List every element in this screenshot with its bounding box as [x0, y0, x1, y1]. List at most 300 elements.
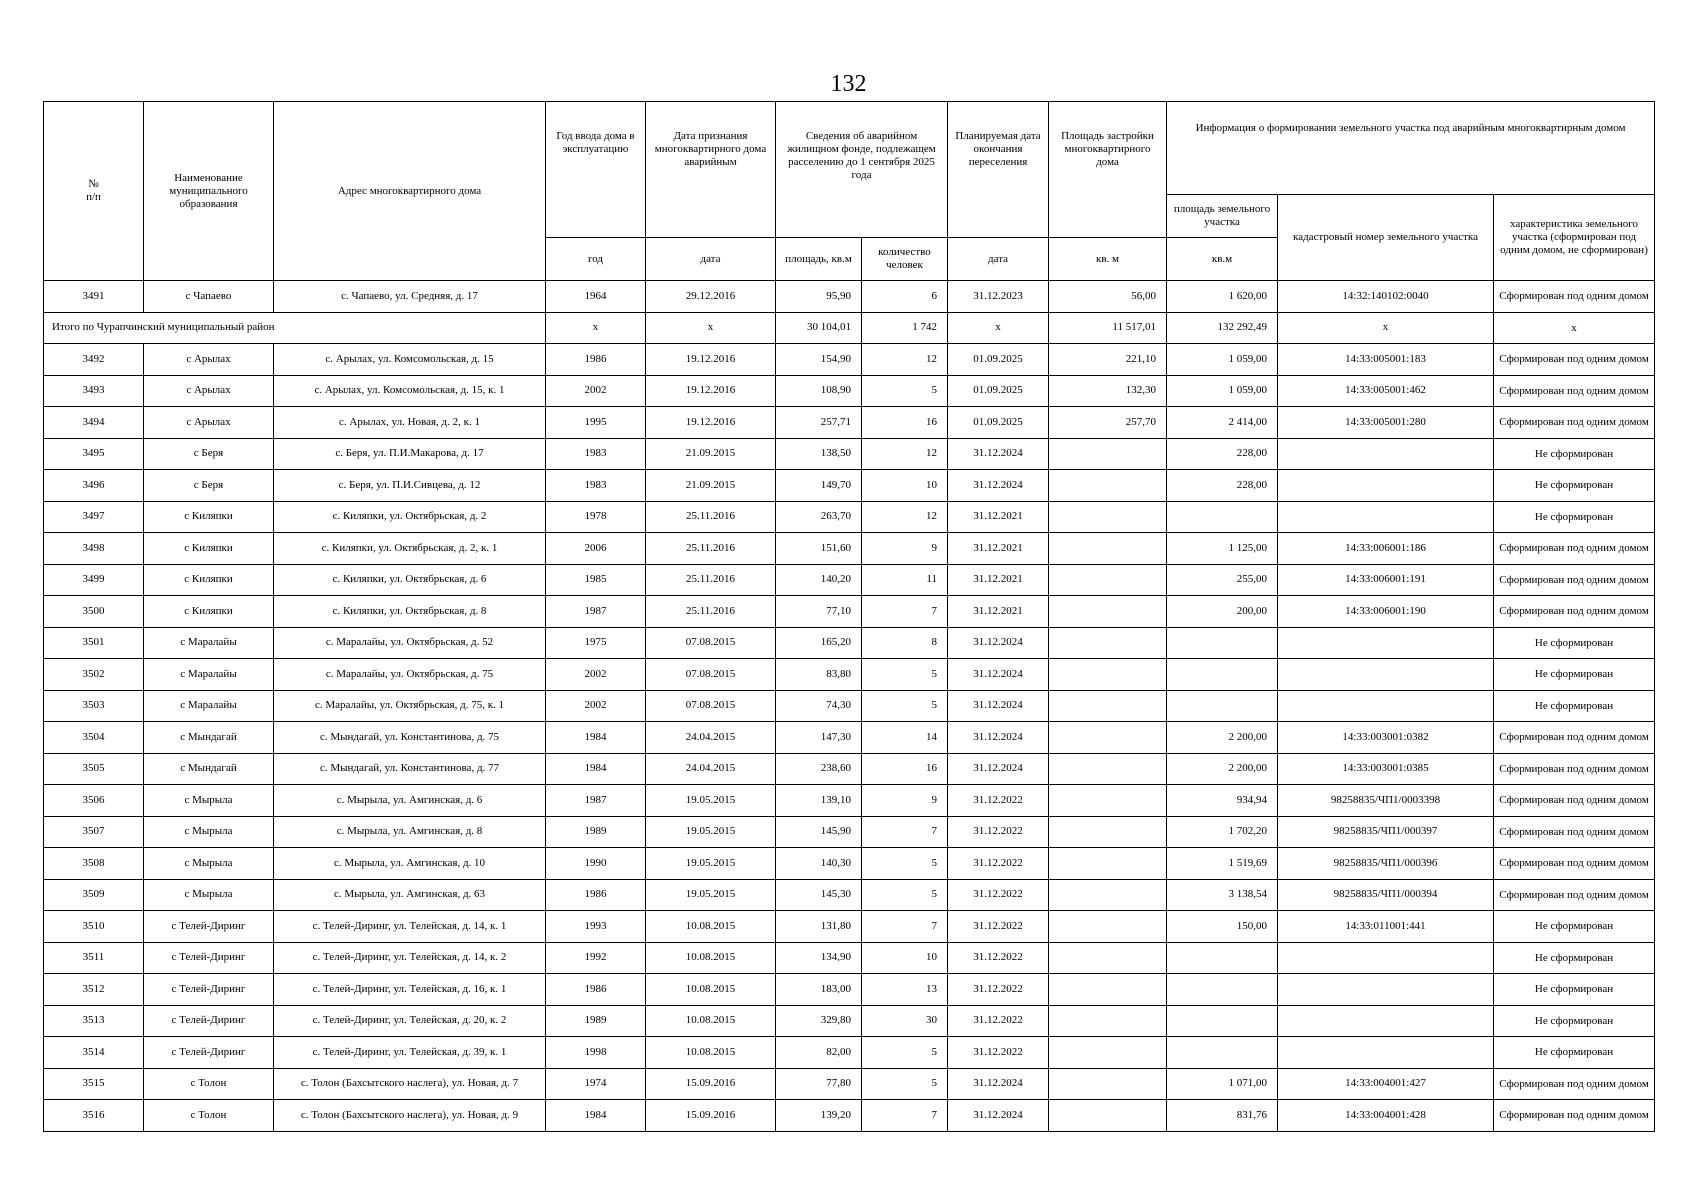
cell-area: 151,60 [776, 533, 862, 565]
cell-address: с. Маралайы, ул. Октябрьская, д. 52 [274, 627, 546, 659]
cell-year: 1989 [546, 816, 646, 848]
cell-cadastral: 14:33:005001:280 [1278, 407, 1494, 439]
cell-people: 7 [862, 911, 948, 943]
cell-cadastral: 14:33:005001:462 [1278, 375, 1494, 407]
cell-people: 5 [862, 690, 948, 722]
cell-year: 2002 [546, 375, 646, 407]
table-row [44, 942, 1655, 974]
header-num: № п/п [44, 102, 144, 281]
cell-area: 263,70 [776, 501, 862, 533]
cell-building-area [1049, 564, 1167, 596]
cell-land-area: 934,94 [1167, 785, 1278, 817]
cell-land-area: 228,00 [1167, 470, 1278, 502]
cell-num: 3501 [44, 627, 144, 659]
cell-characteristic: Сформирован под одним домом [1494, 785, 1655, 817]
cell-area: 145,90 [776, 816, 862, 848]
unit-sqm2: кв.м [1167, 238, 1278, 281]
table-row [44, 722, 1655, 754]
cell-planned-date: 01.09.2025 [948, 407, 1049, 439]
cell-planned-date: 31.12.2024 [948, 1100, 1049, 1132]
cell-num: 3492 [44, 344, 144, 376]
cell-building-area [1049, 816, 1167, 848]
emergency-housing-table [43, 101, 1655, 1132]
cell-characteristic: Сформирован под одним домом [1494, 879, 1655, 911]
cell-characteristic: Сформирован под одним домом [1494, 407, 1655, 439]
cell-area: 131,80 [776, 911, 862, 943]
table-row [44, 816, 1655, 848]
cell-address: с. Киляпки, ул. Октябрьская, д. 2 [274, 501, 546, 533]
table-row [44, 564, 1655, 596]
cell-building-area: 221,10 [1049, 344, 1167, 376]
cell-municipality: с Телей-Диринг [144, 974, 274, 1006]
cell-cadastral: x [1278, 312, 1494, 344]
cell-area: 140,20 [776, 564, 862, 596]
cell-planned-date: 31.12.2024 [948, 470, 1049, 502]
cell-date: x [646, 312, 776, 344]
cell-date: 19.05.2015 [646, 848, 776, 880]
cell-land-area: 255,00 [1167, 564, 1278, 596]
cell-people: 12 [862, 344, 948, 376]
cell-characteristic: Сформирован под одним домом [1494, 533, 1655, 565]
cell-municipality: с Телей-Диринг [144, 942, 274, 974]
cell-cadastral: 14:33:006001:191 [1278, 564, 1494, 596]
cell-land-area: 1 059,00 [1167, 375, 1278, 407]
cell-people: 1 742 [862, 312, 948, 344]
cell-land-area: 132 292,49 [1167, 312, 1278, 344]
cell-land-area [1167, 1037, 1278, 1069]
cell-land-area [1167, 659, 1278, 691]
cell-municipality: с Мырыла [144, 816, 274, 848]
cell-area: 95,90 [776, 281, 862, 313]
cell-address: с. Беря, ул. П.И.Сивцева, д. 12 [274, 470, 546, 502]
cell-address: с. Телей-Диринг, ул. Телейская, д. 39, к. 1 [274, 1037, 546, 1069]
cell-date: 25.11.2016 [646, 533, 776, 565]
cell-municipality: с Мындагай [144, 753, 274, 785]
cell-cadastral: 14:33:006001:186 [1278, 533, 1494, 565]
cell-municipality: с Киляпки [144, 533, 274, 565]
cell-planned-date: 31.12.2024 [948, 659, 1049, 691]
cell-characteristic: Не сформирован [1494, 1005, 1655, 1037]
cell-characteristic: Не сформирован [1494, 690, 1655, 722]
cell-num: 3507 [44, 816, 144, 848]
cell-year: 2002 [546, 659, 646, 691]
cell-people: 7 [862, 596, 948, 628]
cell-address: с. Мырыла, ул. Амгинская, д. 10 [274, 848, 546, 880]
cell-cadastral: 14:33:005001:183 [1278, 344, 1494, 376]
cell-building-area [1049, 1005, 1167, 1037]
unit-date: дата [646, 238, 776, 281]
cell-year: 1974 [546, 1068, 646, 1100]
cell-date: 07.08.2015 [646, 659, 776, 691]
cell-planned-date: 31.12.2022 [948, 879, 1049, 911]
cell-date: 19.12.2016 [646, 375, 776, 407]
cell-municipality: с Маралайы [144, 627, 274, 659]
table-row [44, 1068, 1655, 1100]
cell-land-area: 1 620,00 [1167, 281, 1278, 313]
unit-people: количество человек [862, 238, 948, 281]
cell-municipality: с Арылах [144, 375, 274, 407]
cell-num: 3512 [44, 974, 144, 1006]
cell-municipality: с Телей-Диринг [144, 1037, 274, 1069]
cell-people: 6 [862, 281, 948, 313]
cell-year: 1986 [546, 344, 646, 376]
cell-num: 3515 [44, 1068, 144, 1100]
cell-cadastral [1278, 438, 1494, 470]
cell-area: 257,71 [776, 407, 862, 439]
cell-area: 77,10 [776, 596, 862, 628]
cell-area: 83,80 [776, 659, 862, 691]
cell-characteristic: Сформирован под одним домом [1494, 722, 1655, 754]
cell-cadastral [1278, 690, 1494, 722]
cell-cadastral: 14:33:003001:0382 [1278, 722, 1494, 754]
cell-characteristic: Сформирован под одним домом [1494, 1100, 1655, 1132]
cell-building-area [1049, 848, 1167, 880]
cell-land-area [1167, 627, 1278, 659]
table-row [44, 1100, 1655, 1132]
cell-people: 16 [862, 753, 948, 785]
cell-planned-date: 31.12.2021 [948, 533, 1049, 565]
table-row [44, 407, 1655, 439]
cell-land-area: 2 414,00 [1167, 407, 1278, 439]
cell-year: 1983 [546, 470, 646, 502]
cell-people: 10 [862, 942, 948, 974]
cell-land-area [1167, 942, 1278, 974]
cell-cadastral: 98258835/ЧП1/0003398 [1278, 785, 1494, 817]
cell-people: 12 [862, 438, 948, 470]
cell-num: 3498 [44, 533, 144, 565]
cell-year: 1986 [546, 879, 646, 911]
cell-planned-date: 31.12.2024 [948, 1068, 1049, 1100]
cell-planned-date: 01.09.2025 [948, 344, 1049, 376]
cell-year: 1964 [546, 281, 646, 313]
table-row [44, 1005, 1655, 1037]
cell-year: 2006 [546, 533, 646, 565]
cell-num: 3516 [44, 1100, 144, 1132]
cell-people: 5 [862, 375, 948, 407]
cell-municipality: с Толон [144, 1100, 274, 1132]
cell-year: 1987 [546, 785, 646, 817]
cell-building-area [1049, 753, 1167, 785]
cell-building-area [1049, 1037, 1167, 1069]
cell-municipality: с Арылах [144, 344, 274, 376]
cell-people: 16 [862, 407, 948, 439]
cell-date: 07.08.2015 [646, 690, 776, 722]
cell-cadastral: 98258835/ЧП1/000397 [1278, 816, 1494, 848]
table-row [44, 533, 1655, 565]
cell-municipality: с Мырыла [144, 848, 274, 880]
cell-building-area: 11 517,01 [1049, 312, 1167, 344]
cell-year: 1989 [546, 1005, 646, 1037]
cell-cadastral [1278, 942, 1494, 974]
cell-characteristic: Не сформирован [1494, 627, 1655, 659]
cell-cadastral: 14:32:140102:0040 [1278, 281, 1494, 313]
cell-num: 3497 [44, 501, 144, 533]
cell-building-area [1049, 438, 1167, 470]
cell-address: с. Толон (Бахсытского наслега), ул. Новая, д. 9 [274, 1100, 546, 1132]
cell-cadastral: 14:33:004001:428 [1278, 1100, 1494, 1132]
header-planned-date: Планируемая дата окончания переселения [948, 102, 1049, 238]
cell-characteristic: Не сформирован [1494, 438, 1655, 470]
cell-municipality: с Толон [144, 1068, 274, 1100]
table-row [44, 659, 1655, 691]
cell-characteristic: Сформирован под одним домом [1494, 281, 1655, 313]
cell-num: 3499 [44, 564, 144, 596]
cell-address: с. Мындагай, ул. Константинова, д. 77 [274, 753, 546, 785]
cell-planned-date: 31.12.2022 [948, 848, 1049, 880]
cell-year: 1985 [546, 564, 646, 596]
unit-area: площадь, кв.м [776, 238, 862, 281]
cell-planned-date: x [948, 312, 1049, 344]
cell-cadastral [1278, 470, 1494, 502]
cell-cadastral [1278, 659, 1494, 691]
cell-area: 154,90 [776, 344, 862, 376]
cell-characteristic: Сформирован под одним домом [1494, 816, 1655, 848]
cell-area: 134,90 [776, 942, 862, 974]
cell-building-area [1049, 533, 1167, 565]
header-land-area: площадь земельного участка [1167, 195, 1278, 238]
cell-date: 24.04.2015 [646, 753, 776, 785]
cell-people: 5 [862, 848, 948, 880]
cell-municipality: с Беря [144, 438, 274, 470]
table-row [44, 753, 1655, 785]
cell-planned-date: 31.12.2021 [948, 501, 1049, 533]
cell-date: 10.08.2015 [646, 1037, 776, 1069]
cell-date: 15.09.2016 [646, 1100, 776, 1132]
cell-address: с. Телей-Диринг, ул. Телейская, д. 20, к. 2 [274, 1005, 546, 1037]
cell-year: 1975 [546, 627, 646, 659]
cell-municipality: с Мырыла [144, 785, 274, 817]
cell-planned-date: 31.12.2024 [948, 722, 1049, 754]
cell-municipality: с Телей-Диринг [144, 1005, 274, 1037]
header-municipality: Наименование муниципального образования [144, 102, 274, 281]
cell-year: 1983 [546, 438, 646, 470]
cell-municipality: с Киляпки [144, 596, 274, 628]
cell-year: 1992 [546, 942, 646, 974]
cell-date: 19.05.2015 [646, 816, 776, 848]
cell-planned-date: 31.12.2021 [948, 596, 1049, 628]
cell-address: с. Маралайы, ул. Октябрьская, д. 75, к. 1 [274, 690, 546, 722]
cell-land-area: 2 200,00 [1167, 753, 1278, 785]
cell-building-area [1049, 942, 1167, 974]
cell-address: с. Чапаево, ул. Средняя, д. 17 [274, 281, 546, 313]
cell-year: 1995 [546, 407, 646, 439]
cell-building-area: 132,30 [1049, 375, 1167, 407]
cell-people: 5 [862, 1037, 948, 1069]
cell-people: 10 [862, 470, 948, 502]
page-number: 132 [830, 71, 867, 97]
cell-characteristic: Сформирован под одним домом [1494, 564, 1655, 596]
cell-num: 3514 [44, 1037, 144, 1069]
cell-num: 3513 [44, 1005, 144, 1037]
cell-date: 07.08.2015 [646, 627, 776, 659]
cell-people: 7 [862, 816, 948, 848]
cell-land-area: 200,00 [1167, 596, 1278, 628]
cell-date: 10.08.2015 [646, 1005, 776, 1037]
cell-planned-date: 31.12.2022 [948, 785, 1049, 817]
cell-characteristic: Не сформирован [1494, 911, 1655, 943]
header-emergency-info: Сведения об аварийном жилищном фонде, подлежащем расселению до 1 сентября 2025 года [776, 102, 948, 238]
cell-date: 25.11.2016 [646, 596, 776, 628]
cell-land-area: 1 702,20 [1167, 816, 1278, 848]
cell-area: 30 104,01 [776, 312, 862, 344]
cell-cadastral: 14:33:006001:190 [1278, 596, 1494, 628]
table-row [44, 911, 1655, 943]
cell-date: 25.11.2016 [646, 564, 776, 596]
table-row [44, 438, 1655, 470]
cell-date: 21.09.2015 [646, 470, 776, 502]
cell-building-area [1049, 690, 1167, 722]
cell-address: с. Киляпки, ул. Октябрьская, д. 2, к. 1 [274, 533, 546, 565]
table-row [44, 627, 1655, 659]
cell-building-area [1049, 974, 1167, 1006]
cell-land-area [1167, 501, 1278, 533]
cell-land-area: 1 125,00 [1167, 533, 1278, 565]
cell-date: 21.09.2015 [646, 438, 776, 470]
cell-num: 3504 [44, 722, 144, 754]
cell-area: 138,50 [776, 438, 862, 470]
cell-people: 14 [862, 722, 948, 754]
cell-planned-date: 31.12.2023 [948, 281, 1049, 313]
cell-num: 3506 [44, 785, 144, 817]
cell-cadastral [1278, 627, 1494, 659]
cell-num: 3505 [44, 753, 144, 785]
cell-address: с. Мындагай, ул. Константинова, д. 75 [274, 722, 546, 754]
table-body [44, 281, 1655, 1132]
cell-date: 10.08.2015 [646, 911, 776, 943]
cell-address: с. Телей-Диринг, ул. Телейская, д. 14, к. 2 [274, 942, 546, 974]
cell-characteristic: Сформирован под одним домом [1494, 1068, 1655, 1100]
cell-characteristic: Не сформирован [1494, 470, 1655, 502]
cell-characteristic: Сформирован под одним домом [1494, 848, 1655, 880]
cell-date: 24.04.2015 [646, 722, 776, 754]
cell-land-area [1167, 1005, 1278, 1037]
cell-address: с. Мырыла, ул. Амгинская, д. 63 [274, 879, 546, 911]
cell-building-area: 257,70 [1049, 407, 1167, 439]
cell-address: с. Арылах, ул. Комсомольская, д. 15, к. 1 [274, 375, 546, 407]
cell-area: 140,30 [776, 848, 862, 880]
table-row [44, 344, 1655, 376]
cell-municipality: с Мырыла [144, 879, 274, 911]
cell-num: 3495 [44, 438, 144, 470]
cell-land-area: 1 059,00 [1167, 344, 1278, 376]
cell-num: 3509 [44, 879, 144, 911]
cell-people: 9 [862, 785, 948, 817]
cell-people: 11 [862, 564, 948, 596]
table-row [44, 690, 1655, 722]
cell-land-area: 1 519,69 [1167, 848, 1278, 880]
header-date-recognition: Дата признания многоквартирного дома аварийным [646, 102, 776, 238]
cell-year: 1984 [546, 722, 646, 754]
cell-date: 19.12.2016 [646, 407, 776, 439]
table-row [44, 281, 1655, 313]
cell-characteristic: Сформирован под одним домом [1494, 344, 1655, 376]
unit-date2: дата [948, 238, 1049, 281]
cell-cadastral: 98258835/ЧП1/000394 [1278, 879, 1494, 911]
cell-characteristic: Не сформирован [1494, 501, 1655, 533]
cell-date: 19.05.2015 [646, 785, 776, 817]
cell-num: 3508 [44, 848, 144, 880]
cell-address: с. Мырыла, ул. Амгинская, д. 8 [274, 816, 546, 848]
cell-planned-date: 01.09.2025 [948, 375, 1049, 407]
cell-characteristic: Не сформирован [1494, 1037, 1655, 1069]
cell-municipality: с Киляпки [144, 501, 274, 533]
cell-municipality: с Чапаево [144, 281, 274, 313]
cell-cadastral: 98258835/ЧП1/000396 [1278, 848, 1494, 880]
cell-address: с. Мырыла, ул. Амгинская, д. 6 [274, 785, 546, 817]
cell-year: 1978 [546, 501, 646, 533]
cell-num: 3496 [44, 470, 144, 502]
unit-sqm: кв. м [1049, 238, 1167, 281]
cell-building-area [1049, 470, 1167, 502]
cell-year: 1990 [546, 848, 646, 880]
cell-land-area: 150,00 [1167, 911, 1278, 943]
cell-area: 145,30 [776, 879, 862, 911]
cell-date: 10.08.2015 [646, 942, 776, 974]
cell-planned-date: 31.12.2022 [948, 911, 1049, 943]
cell-people: 30 [862, 1005, 948, 1037]
cell-cadastral: 14:33:003001:0385 [1278, 753, 1494, 785]
cell-planned-date: 31.12.2022 [948, 816, 1049, 848]
cell-area: 165,20 [776, 627, 862, 659]
cell-people: 13 [862, 974, 948, 1006]
cell-municipality: с Арылах [144, 407, 274, 439]
total-row [44, 312, 1655, 344]
cell-year: 1998 [546, 1037, 646, 1069]
table-row [44, 1037, 1655, 1069]
cell-cadastral: 14:33:004001:427 [1278, 1068, 1494, 1100]
cell-num: 3493 [44, 375, 144, 407]
cell-date: 19.12.2016 [646, 344, 776, 376]
cell-num: 3503 [44, 690, 144, 722]
cell-year: 1984 [546, 753, 646, 785]
table-row [44, 974, 1655, 1006]
cell-num: 3510 [44, 911, 144, 943]
header-year: Год ввода дома в эксплуатацию [546, 102, 646, 238]
cell-municipality: с Маралайы [144, 659, 274, 691]
unit-year: год [546, 238, 646, 281]
cell-address: с. Маралайы, ул. Октябрьская, д. 75 [274, 659, 546, 691]
cell-address: с. Телей-Диринг, ул. Телейская, д. 16, к. 1 [274, 974, 546, 1006]
cell-date: 10.08.2015 [646, 974, 776, 1006]
cell-area: 77,80 [776, 1068, 862, 1100]
cell-characteristic: Сформирован под одним домом [1494, 596, 1655, 628]
cell-address: с. Толон (Бахсытского наслега), ул. Новая, д. 7 [274, 1068, 546, 1100]
cell-characteristic: x [1494, 312, 1655, 344]
cell-characteristic: Сформирован под одним домом [1494, 375, 1655, 407]
cell-num: 3502 [44, 659, 144, 691]
table-row [44, 785, 1655, 817]
cell-address: с. Беря, ул. П.И.Макарова, д. 17 [274, 438, 546, 470]
cell-planned-date: 31.12.2024 [948, 690, 1049, 722]
table-row [44, 375, 1655, 407]
cell-year: 1993 [546, 911, 646, 943]
cell-date: 15.09.2016 [646, 1068, 776, 1100]
cell-municipality: с Мындагай [144, 722, 274, 754]
cell-building-area [1049, 501, 1167, 533]
cell-characteristic: Не сформирован [1494, 659, 1655, 691]
cell-building-area [1049, 627, 1167, 659]
cell-people: 5 [862, 659, 948, 691]
table-row [44, 596, 1655, 628]
table-row [44, 501, 1655, 533]
cell-year: 1986 [546, 974, 646, 1006]
cell-land-area: 3 138,54 [1167, 879, 1278, 911]
cell-building-area [1049, 1068, 1167, 1100]
cell-address: с. Телей-Диринг, ул. Телейская, д. 14, к. 1 [274, 911, 546, 943]
cell-planned-date: 31.12.2021 [948, 564, 1049, 596]
cell-people: 5 [862, 1068, 948, 1100]
table-row [44, 879, 1655, 911]
